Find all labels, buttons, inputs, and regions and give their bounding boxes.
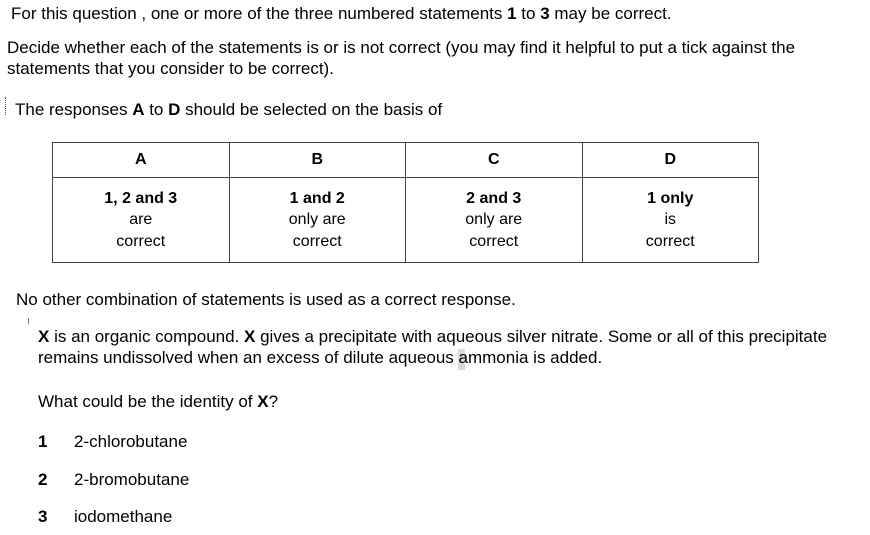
response-key-cell-d: 1 only is correct [582, 178, 759, 263]
no-other-combination-note: No other combination of statements is used as a correct response. [16, 290, 516, 309]
response-key-header-d: D [582, 143, 759, 178]
instruction-line-2: Decide whether each of the statements is or is not correct (you may find it helpful to put a tick against the statements that you consider to be correct). [7, 38, 796, 78]
response-key-cell-b: 1 and 2 only are correct [229, 178, 406, 263]
question-stem: X is an organic compound. X gives a precipitate with aqueous silver nitrate. Some or all of this precipitate remains undissolved when an excess of dilute aqueous ammonia is added. [38, 327, 828, 367]
question-prompt: What could be the identity of X? [38, 392, 279, 411]
response-key-header-row [53, 143, 759, 178]
instruction-line-1: For this question , one or more of the three numbered statements 1 to 3 may be correct. [11, 4, 672, 23]
statement-3: 3 iodomethane [38, 507, 173, 526]
response-key-table [52, 142, 759, 263]
statement-2: 2 2-bromobutane [38, 470, 190, 489]
response-key-body-row [53, 178, 759, 263]
margin-tick [28, 318, 29, 324]
statement-1: 1 2-chlorobutane [38, 432, 188, 451]
instruction-line-3: The responses A to D should be selected on the basis of [15, 100, 443, 119]
response-key-cell-c: 2 and 3 only are correct [406, 178, 583, 263]
response-key-cell-a: 1, 2 and 3 are correct [53, 178, 230, 263]
margin-mark [5, 97, 6, 115]
response-key-header-b: B [229, 143, 406, 178]
response-key-header-a: A [53, 143, 230, 178]
response-key-header-c: C [406, 143, 583, 178]
